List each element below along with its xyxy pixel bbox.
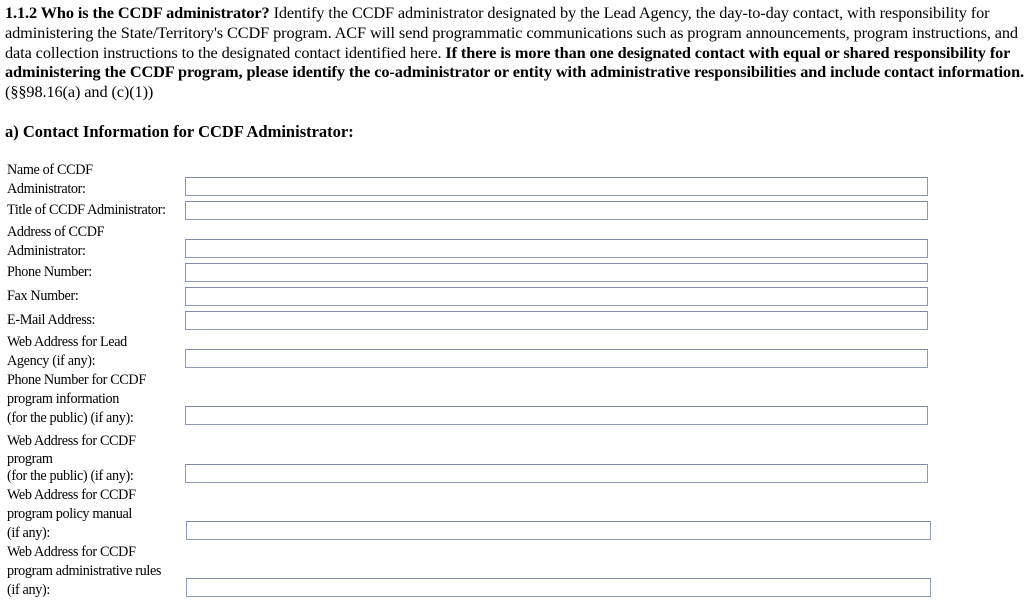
administrative-rules-web-address-field[interactable] <box>186 578 931 597</box>
label-administrator-address: Address of CCDF Administrator: <box>7 224 105 259</box>
label-policy-manual-web-address: Web Address for CCDF program policy manual (if any): <box>7 487 136 541</box>
label-administrator-title: Title of CCDF Administrator: <box>7 202 166 218</box>
label-fax-number: Fax Number: <box>7 288 79 304</box>
label-lead-agency-web-address: Web Address for Lead Agency (if any): <box>7 334 127 369</box>
label-program-web-address: Web Address for CCDF program (for the public) (if any): <box>7 433 136 484</box>
fax-number-field[interactable] <box>185 287 928 306</box>
phone-number-field[interactable] <box>185 263 928 282</box>
public-phone-number-field[interactable] <box>185 406 928 425</box>
question-title: 1.1.2 Who is the CCDF administrator? <box>5 3 270 22</box>
administrator-address-field[interactable] <box>185 239 928 258</box>
question-body: Identify the CCDF administrator designated by the Lead Agency, the day-to-day contact, with responsibility for administering the State/Territory's CCDF program. ACF will send programmatic communications such as program announcements, program instructions, and data collection instructions to the designated contact identified here. <box>5 3 1018 62</box>
email-address-field[interactable] <box>185 311 928 330</box>
administrator-title-field[interactable] <box>185 201 928 220</box>
lead-agency-web-address-field[interactable] <box>185 349 928 368</box>
label-administrator-name: Name of CCDF Administrator: <box>7 162 93 197</box>
section-heading: a) Contact Information for CCDF Administrator: <box>5 122 354 141</box>
policy-manual-web-address-field[interactable] <box>186 521 931 540</box>
label-administrative-rules-web-address: Web Address for CCDF program administrative rules (if any): <box>7 544 162 598</box>
question-bold-instructions: If there is more than one designated contact with equal or shared responsibility for administering the CCDF program, please identify the co-administrator or entity with administrative responsibilities and include contact information. <box>5 42 1025 82</box>
program-web-address-field[interactable] <box>185 464 928 483</box>
question-citation: (§§98.16(a) and (c)(1)) <box>5 82 154 102</box>
question-text <box>5 3 1025 102</box>
label-phone-number: Phone Number: <box>7 264 92 280</box>
label-public-phone-number: Phone Number for CCDF program information (for the public) (if any): <box>7 372 146 426</box>
label-email-address: E-Mail Address: <box>7 312 96 328</box>
administrator-name-field[interactable] <box>185 177 928 196</box>
